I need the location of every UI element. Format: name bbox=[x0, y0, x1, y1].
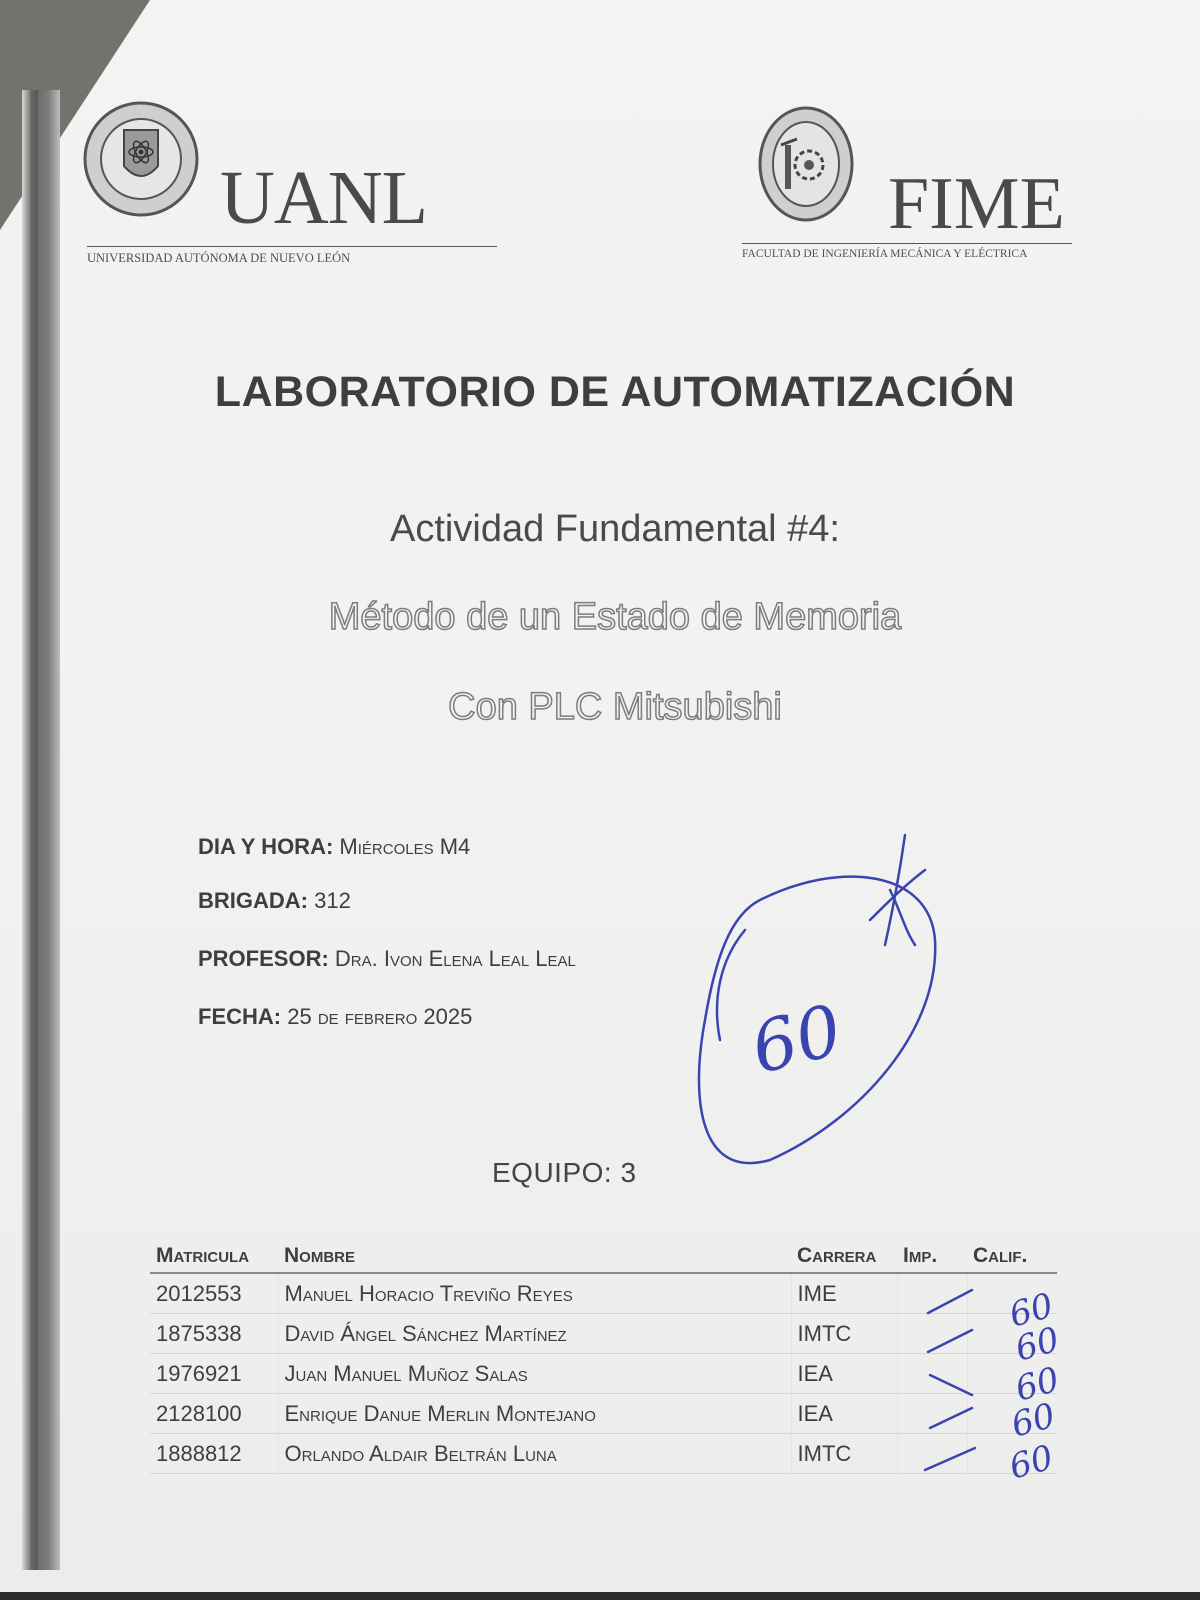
fecha-label: FECHA: bbox=[198, 1004, 282, 1029]
header-nombre: Nombre bbox=[278, 1240, 791, 1273]
table-row bbox=[150, 1273, 1057, 1314]
calif-cell bbox=[967, 1434, 1057, 1474]
matricula-cell: 1888812 bbox=[150, 1434, 278, 1474]
matricula-cell: 1976921 bbox=[150, 1354, 278, 1394]
brigada-field bbox=[198, 888, 351, 914]
table-row bbox=[150, 1434, 1057, 1474]
uanl-seal-icon bbox=[82, 100, 200, 218]
carrera-cell: IEA bbox=[791, 1354, 897, 1394]
calif-grade-5: 60 bbox=[1005, 1437, 1058, 1488]
fime-subtitle: FACULTAD DE INGENIERÍA MECÁNICA Y ELÉCTRICA bbox=[742, 243, 1072, 260]
matricula-cell: 2128100 bbox=[150, 1394, 278, 1434]
table-header-row bbox=[150, 1240, 1057, 1273]
equipo-label: EQUIPO: 3 bbox=[492, 1157, 637, 1188]
uanl-subtitle: UNIVERSIDAD AUTÓNOMA DE NUEVO LEÓN bbox=[87, 246, 497, 266]
calif-grade-3: 60 bbox=[1011, 1359, 1064, 1410]
profesor-label: PROFESOR: bbox=[198, 946, 329, 971]
calif-grade-2: 60 bbox=[1011, 1319, 1064, 1370]
uanl-logo bbox=[82, 100, 428, 270]
nombre-cell: Juan Manuel Muñoz Salas bbox=[278, 1354, 791, 1394]
nombre-cell: David Ángel Sánchez Martínez bbox=[278, 1314, 791, 1354]
fime-logo bbox=[742, 105, 1072, 265]
table-row bbox=[150, 1354, 1057, 1394]
calif-cell bbox=[967, 1394, 1057, 1434]
binder-strip bbox=[22, 90, 60, 1570]
header-carrera: Carrera bbox=[791, 1240, 897, 1273]
header-imp: Imp. bbox=[897, 1240, 967, 1273]
fecha-value: 25 de febrero 2025 bbox=[287, 1004, 473, 1029]
profesor-value: Dra. Ivon Elena Leal Leal bbox=[334, 946, 576, 971]
brigada-value: 312 bbox=[314, 888, 351, 913]
uanl-wordmark: UANL bbox=[220, 156, 428, 240]
calif-grade-1: 60 bbox=[1005, 1285, 1058, 1336]
nombre-cell: Manuel Horacio Treviño Reyes bbox=[278, 1273, 791, 1314]
dia-hora-label: DIA Y HORA: bbox=[198, 834, 334, 859]
fime-wordmark: FIME bbox=[888, 163, 1065, 245]
signature-mark bbox=[870, 835, 925, 945]
imp-cell bbox=[897, 1273, 967, 1314]
topic-line-2: Con PLC Mitsubishi bbox=[448, 686, 782, 728]
header-matricula: Matricula bbox=[150, 1240, 278, 1273]
carrera-cell: IMTC bbox=[791, 1434, 897, 1474]
table-row bbox=[150, 1394, 1057, 1434]
fime-seal-icon bbox=[757, 105, 855, 223]
activity-title: Actividad Fundamental #4: bbox=[390, 508, 840, 550]
grade-circle bbox=[699, 877, 935, 1164]
brigada-label: BRIGADA: bbox=[198, 888, 308, 913]
carrera-cell: IEA bbox=[791, 1394, 897, 1434]
calif-cell bbox=[967, 1314, 1057, 1354]
carrera-cell: IME bbox=[791, 1273, 897, 1314]
header-calif: Calif. bbox=[967, 1240, 1057, 1273]
calif-cell bbox=[967, 1273, 1057, 1314]
grade-value: 60 bbox=[743, 988, 850, 1090]
profesor-field bbox=[198, 946, 576, 972]
fecha-field bbox=[198, 1004, 472, 1030]
matricula-cell: 1875338 bbox=[150, 1314, 278, 1354]
dia-hora-field bbox=[198, 834, 470, 860]
imp-cell bbox=[897, 1354, 967, 1394]
scan-bottom-edge bbox=[0, 1592, 1200, 1600]
team-table bbox=[150, 1240, 1060, 1474]
calif-grade-4: 60 bbox=[1007, 1395, 1060, 1446]
topic-line-1: Método de un Estado de Memoria bbox=[328, 596, 902, 638]
dia-hora-value: Miércoles M4 bbox=[339, 834, 471, 859]
grade-circle-inner bbox=[717, 930, 745, 1040]
matricula-cell: 2012553 bbox=[150, 1273, 278, 1314]
calif-cell bbox=[967, 1354, 1057, 1394]
table-row bbox=[150, 1314, 1057, 1354]
nombre-cell: Orlando Aldair Beltrán Luna bbox=[278, 1434, 791, 1474]
imp-cell bbox=[897, 1394, 967, 1434]
imp-cell bbox=[897, 1314, 967, 1354]
page-title: LABORATORIO DE AUTOMATIZACIÓN bbox=[214, 368, 1016, 416]
nombre-cell: Enrique Danue Merlin Montejano bbox=[278, 1394, 791, 1434]
carrera-cell: IMTC bbox=[791, 1314, 897, 1354]
imp-cell bbox=[897, 1434, 967, 1474]
